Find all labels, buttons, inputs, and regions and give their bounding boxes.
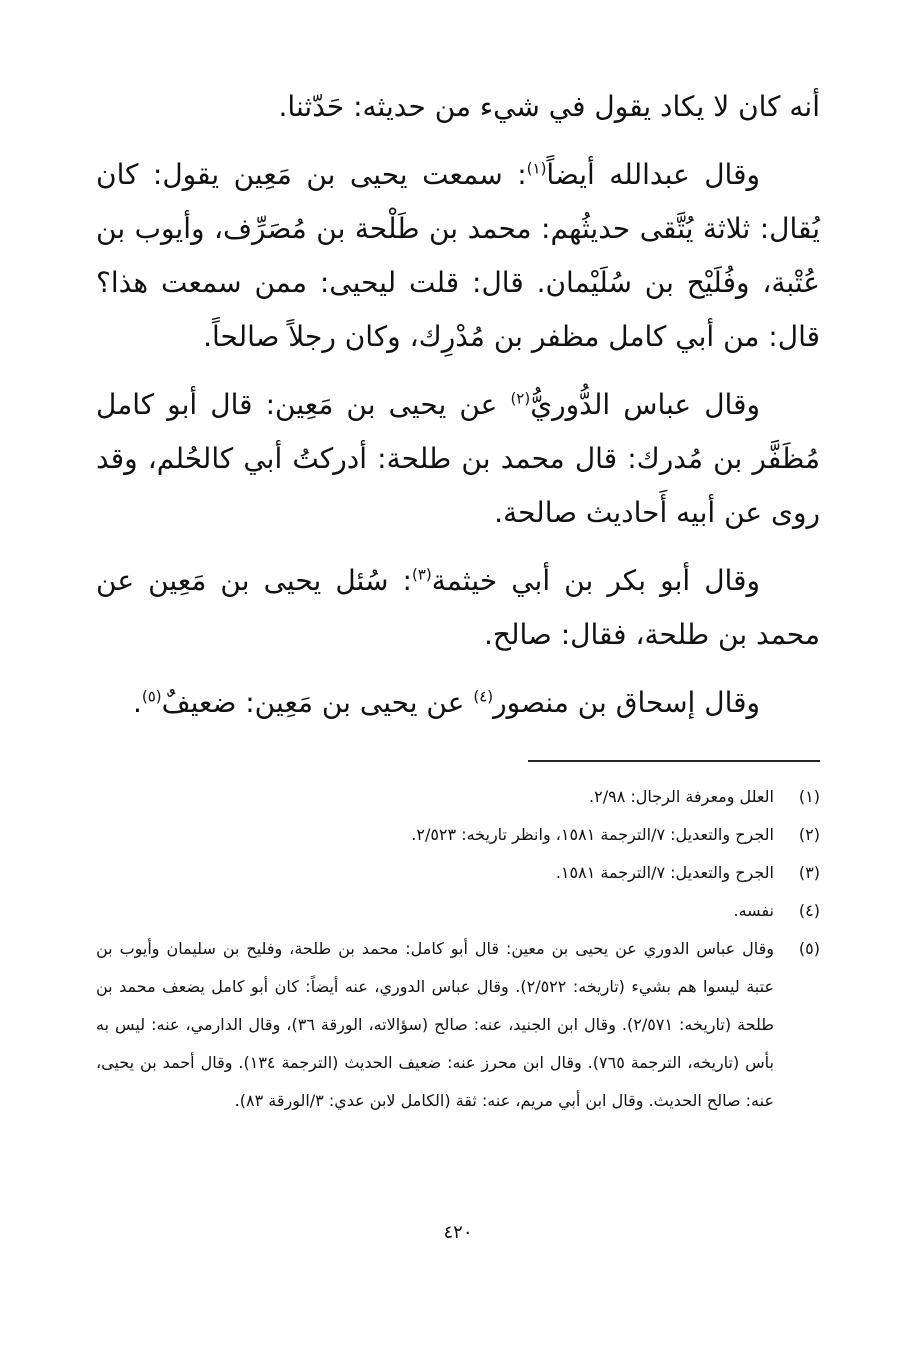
footnote-text: العلل ومعرفة الرجال: ٢/٩٨. (589, 787, 774, 806)
paragraph-3 (96, 378, 820, 540)
paragraph-2 (96, 148, 820, 364)
paragraph-5-text-start: وقال إسحاق بن منصور (493, 686, 760, 719)
main-text (96, 80, 820, 744)
footnote-text: نفسه. (733, 901, 774, 920)
footnote-divider (528, 760, 820, 762)
footnote-ref-4[interactable]: (٤) (473, 687, 494, 706)
footnotes (96, 778, 820, 1120)
footnote-ref-1[interactable]: (١) (526, 159, 547, 178)
footnote-ref-3[interactable]: (٣) (411, 565, 432, 584)
paragraph-4-text-start: وقال أبو بكر بن أبي خيثمة (431, 564, 760, 597)
page-number: ٤٢٠ (443, 1222, 473, 1243)
paragraph-4 (96, 554, 820, 662)
paragraph-1 (96, 80, 820, 134)
paragraph-5 (96, 676, 820, 730)
footnote-number: (٥) (798, 939, 820, 958)
footnote-number: (١) (798, 787, 820, 806)
footnote-ref-5[interactable]: (٥) (141, 687, 162, 706)
paragraph-5-text-middle: عن يحيى بن مَعِين: ضعيفٌ (161, 686, 474, 719)
paragraph-1-text: أنه كان لا يكاد يقول في شيء من حديثه: حَدّثنا. (278, 90, 820, 123)
footnote-number: (٤) (798, 901, 820, 920)
footnote-number: (٣) (798, 863, 820, 882)
paragraph-3-text-start: وقال عباس الدُّوريُّ (530, 388, 760, 421)
footnote-number: (٢) (798, 825, 820, 844)
footnote-3 (96, 854, 820, 892)
footnote-1 (96, 778, 820, 816)
footnote-4 (96, 892, 820, 930)
paragraph-5-text-end: . (132, 686, 142, 719)
footnote-text: الجرح والتعديل: ٧/الترجمة ١٥٨١. (555, 863, 774, 882)
footnote-2 (96, 816, 820, 854)
footnote-5 (96, 930, 820, 1120)
paragraph-4-text-end: : سُئل يحيى بن مَعِين عن محمد بن طلحة، فقال: صالح. (96, 564, 820, 651)
paragraph-2-text-start: وقال عبدالله أيضاً (546, 158, 760, 191)
paragraph-2-text-end: : سمعت يحيى بن مَعِين يقول: كان يُقال: ثلاثة يُتَّقى حديثُهم: محمد بن طَلْحة بن مُصَرِّف، وأيوب بن عُتْبة، وفُلَيْح بن سُلَيْمان. قال: قلت ليحيى: ممن سمعت هذا؟ قال: من أبي كامل مظفر بن مُدْرِك، وكان رجلاً صالحاً. (96, 158, 820, 353)
footnote-text: الجرح والتعديل: ٧/الترجمة ١٥٨١، وانظر تاريخه: ٢/٥٢٣. (411, 825, 774, 844)
paragraph-3-text-end: عن يحيى بن مَعِين: قال أبو كامل مُظَفَّر بن مُدرك: قال محمد بن طلحة: أدركتُ أبي كالحُلم، وقد روى عن أبيه أَحاديث صالحة. (96, 388, 820, 529)
footnote-text: وقال عباس الدوري عن يحيى بن معين: قال أبو كامل: محمد بن طلحة، وفليح بن سليمان وأيوب بن عتبة ليسوا هم بشيء (تاريخه: ٢/٥٢٢). وقال عباس الدوري، عنه أيضاً: كان أبو كامل يضعف محمد بن طلحة (تاريخه: ٢/٥٧١). وقال ابن الجنيد، عنه: صالح (سؤالاته، الورقة ٣٦)، وقال الدارمي، عنه: ليس به بأس (تاريخه، الترجمة ٧٦٥). وقال ابن محرز عنه: ضعيف الحديث (الترجمة ١٣٤). وقال أحمد بن يحيى، عنه: صالح الحديث. وقال ابن أبي مريم، عنه: ثقة (الكامل لابن عدي: ٣/الورقة ٨٣). (96, 939, 775, 1110)
footnote-ref-2[interactable]: (٢) (510, 389, 531, 408)
